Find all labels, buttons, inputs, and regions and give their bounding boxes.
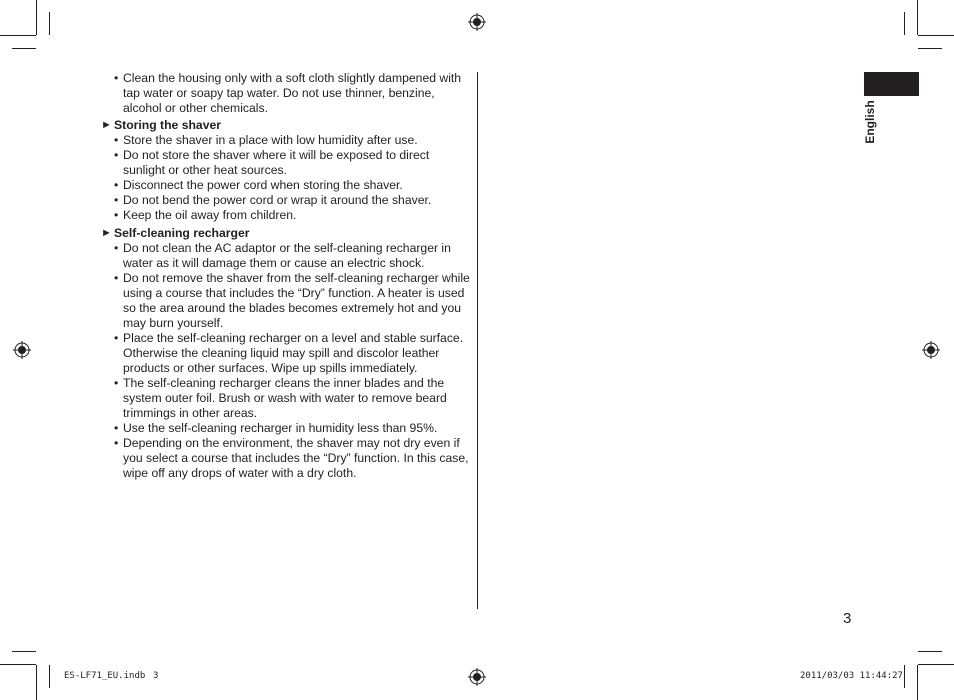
list-item-text: Do not bend the power cord or wrap it around the shaver. <box>123 193 432 207</box>
crop-mark <box>904 12 905 35</box>
bullet-mark: • <box>114 178 119 192</box>
list-item <box>101 241 473 271</box>
list-item-text: Store the shaver in a place with low humidity after use. <box>123 133 418 147</box>
bullet-mark: • <box>114 376 119 390</box>
section-heading <box>101 226 473 241</box>
list-item-text: Depending on the environment, the shaver may not dry even if you select a course that includes the “Dry” function. In this case, wipe off any drops of water with a dry cloth. <box>123 436 469 480</box>
bullet-mark: • <box>114 208 119 222</box>
list-item <box>101 421 473 436</box>
crop-mark <box>918 35 954 36</box>
arrow-icon: ► <box>101 119 112 131</box>
crop-mark <box>36 0 37 35</box>
column-divider <box>477 72 478 609</box>
section-heading-text: Storing the shaver <box>114 118 222 132</box>
footer-filename: ES-LF71_EU.indb <box>64 671 146 681</box>
language-label: English <box>863 100 877 144</box>
instructions-column <box>101 71 473 481</box>
crop-mark <box>49 12 50 35</box>
registration-mark-icon <box>922 341 940 359</box>
language-tab <box>864 72 919 96</box>
list-item-text: Do not remove the shaver from the self-cleaning recharger while using a course that includes the “Dry” function. A heater is used so the area around the blades becomes extremely hot and you may burn yourself. <box>123 271 470 330</box>
list-item-text: Use the self-cleaning recharger in humidity less than 95%. <box>123 421 438 435</box>
list-item <box>101 436 473 481</box>
bullet-mark: • <box>114 436 119 450</box>
crop-mark <box>0 664 36 665</box>
registration-mark-icon <box>13 341 31 359</box>
crop-mark <box>918 664 954 665</box>
list-item <box>101 178 473 193</box>
bullet-mark: • <box>114 133 119 147</box>
list-item-text: The self-cleaning recharger cleans the inner blades and the system outer foil. Brush or wash with water to remove beard trimmings in other areas. <box>123 376 447 420</box>
registration-mark-icon <box>468 13 486 31</box>
crop-mark <box>917 665 918 700</box>
crop-mark <box>12 48 36 49</box>
list-item-text: Place the self-cleaning recharger on a level and stable surface. Otherwise the cleaning liquid may spill and discolor leather products or other surfaces. Wipe up spills immediately. <box>123 331 464 375</box>
page-number: 3 <box>843 610 852 627</box>
crop-mark <box>36 665 37 700</box>
list-item-text: Do not clean the AC adaptor or the self-cleaning recharger in water as it will damage them or cause an electric shock. <box>123 241 451 270</box>
footer-datetime: 2011/03/03 11:44:27 <box>800 671 903 681</box>
section-heading <box>101 118 473 133</box>
bullet-mark: • <box>114 331 119 345</box>
list-item <box>101 71 473 116</box>
bullet-mark: • <box>114 241 119 255</box>
registration-mark-icon <box>468 668 486 686</box>
list-item <box>101 208 473 223</box>
list-item <box>101 271 473 331</box>
list-item <box>101 193 473 208</box>
crop-mark <box>917 0 918 35</box>
section-heading-text: Self-cleaning recharger <box>114 226 250 240</box>
crop-mark <box>918 651 942 652</box>
crop-mark <box>0 35 36 36</box>
arrow-icon: ► <box>101 227 112 239</box>
list-item <box>101 148 473 178</box>
bullet-mark: • <box>114 421 119 435</box>
list-item-text: Do not store the shaver where it will be exposed to direct sunlight or other heat sources. <box>123 148 430 177</box>
footer-page: 3 <box>153 671 159 681</box>
bullet-mark: • <box>114 271 119 285</box>
list-item-text: Disconnect the power cord when storing the shaver. <box>123 178 403 192</box>
crop-mark <box>918 48 942 49</box>
bullet-mark: • <box>114 148 119 162</box>
list-item <box>101 331 473 376</box>
bullet-mark: • <box>114 193 119 207</box>
crop-mark <box>49 665 50 688</box>
crop-mark <box>12 651 36 652</box>
bullet-mark: • <box>114 71 119 85</box>
list-item <box>101 376 473 421</box>
list-item-text: Clean the housing only with a soft cloth slightly dampened with tap water or soapy tap water. Do not use thinner, benzine, alcohol or other chemicals. <box>123 71 462 115</box>
list-item-text: Keep the oil away from children. <box>123 208 297 222</box>
crop-mark <box>904 665 905 688</box>
list-item <box>101 133 473 148</box>
